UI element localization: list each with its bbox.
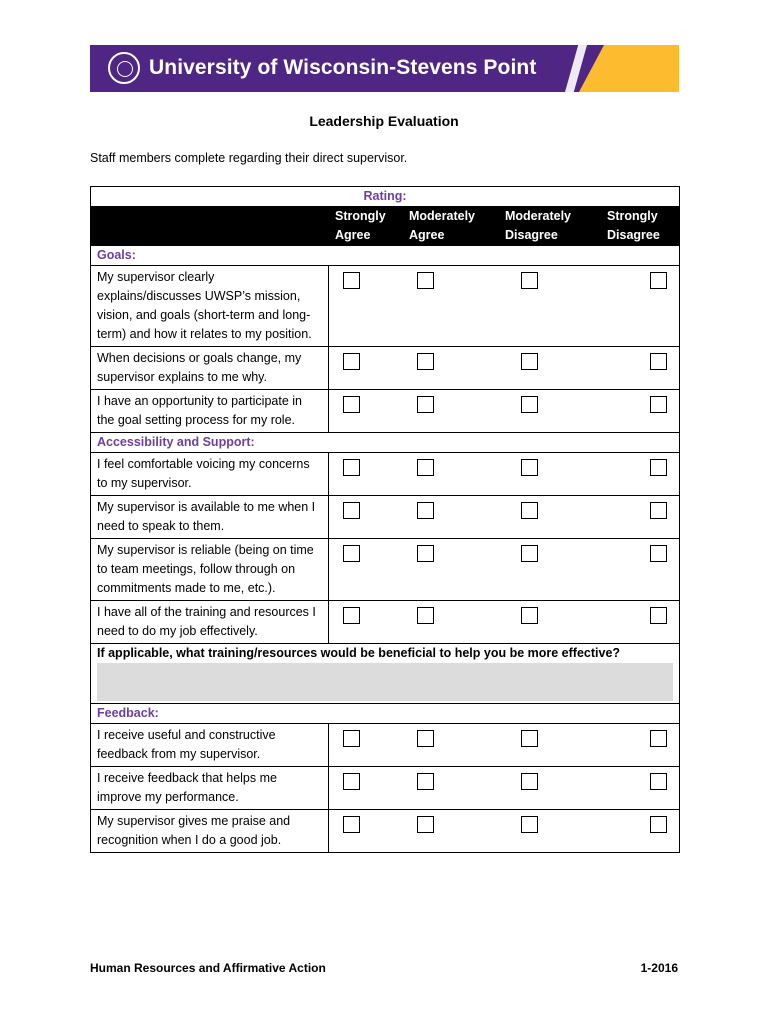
answer-cell-strongly-disagree bbox=[601, 453, 680, 496]
answer-cell-moderately-disagree bbox=[499, 724, 601, 767]
intro-text: Staff members complete regarding their direct supervisor. bbox=[90, 151, 408, 165]
answer-cell-moderately-disagree bbox=[499, 496, 601, 539]
question-row bbox=[91, 266, 680, 347]
section-header bbox=[91, 246, 680, 266]
checkbox-strongly-agree[interactable] bbox=[343, 730, 360, 747]
answer-cell-strongly-agree bbox=[329, 724, 403, 767]
answer-cell-moderately-agree bbox=[403, 347, 499, 390]
answer-cell-strongly-disagree bbox=[601, 266, 680, 347]
answer-cell-moderately-disagree bbox=[499, 266, 601, 347]
section-header bbox=[91, 433, 680, 453]
question-text: I feel comfortable voicing my concerns to my supervisor. bbox=[91, 453, 329, 496]
checkbox-moderately-agree[interactable] bbox=[417, 545, 434, 562]
answer-cell-strongly-agree bbox=[329, 539, 403, 601]
checkbox-strongly-disagree[interactable] bbox=[650, 545, 667, 562]
question-row bbox=[91, 810, 680, 853]
question-text: When decisions or goals change, my supervisor explains to me why. bbox=[91, 347, 329, 390]
checkbox-strongly-disagree[interactable] bbox=[650, 816, 667, 833]
checkbox-moderately-disagree[interactable] bbox=[521, 272, 538, 289]
answer-cell-moderately-disagree bbox=[499, 810, 601, 853]
checkbox-moderately-disagree[interactable] bbox=[521, 459, 538, 476]
answer-cell-moderately-disagree bbox=[499, 601, 601, 644]
answer-cell-strongly-disagree bbox=[601, 767, 680, 810]
answer-cell-strongly-agree bbox=[329, 601, 403, 644]
answer-cell-moderately-agree bbox=[403, 266, 499, 347]
question-row bbox=[91, 347, 680, 390]
header-blank bbox=[91, 207, 329, 246]
evaluation-table-body bbox=[91, 187, 680, 853]
section-header bbox=[91, 704, 680, 724]
answer-cell-strongly-disagree bbox=[601, 496, 680, 539]
question-row bbox=[91, 724, 680, 767]
checkbox-moderately-agree[interactable] bbox=[417, 353, 434, 370]
banner-gold-accent bbox=[579, 45, 679, 92]
answer-cell-moderately-agree bbox=[403, 496, 499, 539]
section-title: Accessibility and Support: bbox=[91, 433, 680, 453]
open-answer-field[interactable] bbox=[97, 663, 673, 701]
answer-cell-moderately-agree bbox=[403, 601, 499, 644]
checkbox-moderately-disagree[interactable] bbox=[521, 607, 538, 624]
answer-cell-moderately-disagree bbox=[499, 347, 601, 390]
checkbox-moderately-disagree[interactable] bbox=[521, 730, 538, 747]
checkbox-strongly-disagree[interactable] bbox=[650, 730, 667, 747]
answer-cell-strongly-agree bbox=[329, 266, 403, 347]
question-text: My supervisor is reliable (being on time to team meetings, follow through on commitments made to me, etc.). bbox=[91, 539, 329, 601]
checkbox-strongly-agree[interactable] bbox=[343, 545, 360, 562]
checkbox-moderately-agree[interactable] bbox=[417, 272, 434, 289]
checkbox-strongly-disagree[interactable] bbox=[650, 773, 667, 790]
column-header-row bbox=[91, 207, 680, 246]
checkbox-strongly-agree[interactable] bbox=[343, 353, 360, 370]
checkbox-moderately-agree[interactable] bbox=[417, 607, 434, 624]
checkbox-moderately-disagree[interactable] bbox=[521, 545, 538, 562]
answer-cell-strongly-disagree bbox=[601, 347, 680, 390]
question-row bbox=[91, 601, 680, 644]
answer-cell-strongly-disagree bbox=[601, 539, 680, 601]
checkbox-strongly-agree[interactable] bbox=[343, 816, 360, 833]
checkbox-strongly-agree[interactable] bbox=[343, 396, 360, 413]
open-question-row bbox=[91, 644, 680, 704]
answer-cell-strongly-agree bbox=[329, 496, 403, 539]
answer-cell-strongly-agree bbox=[329, 767, 403, 810]
answer-cell-moderately-agree bbox=[403, 767, 499, 810]
question-text: I receive feedback that helps me improve my performance. bbox=[91, 767, 329, 810]
question-text: I have an opportunity to participate in the goal setting process for my role. bbox=[91, 390, 329, 433]
checkbox-strongly-disagree[interactable] bbox=[650, 396, 667, 413]
footer-date: 1-2016 bbox=[640, 961, 678, 975]
document-title: Leadership Evaluation bbox=[309, 113, 459, 129]
answer-cell-moderately-disagree bbox=[499, 390, 601, 433]
answer-cell-strongly-agree bbox=[329, 347, 403, 390]
checkbox-strongly-disagree[interactable] bbox=[650, 502, 667, 519]
question-row bbox=[91, 767, 680, 810]
answer-cell-moderately-agree bbox=[403, 390, 499, 433]
university-seal-icon bbox=[108, 52, 140, 84]
open-question-text: If applicable, what training/resources would be beneficial to help you be more effective? bbox=[97, 646, 621, 660]
checkbox-strongly-agree[interactable] bbox=[343, 607, 360, 624]
answer-cell-strongly-agree bbox=[329, 810, 403, 853]
university-banner bbox=[90, 45, 679, 92]
rating-label: Rating: bbox=[91, 187, 680, 207]
checkbox-moderately-agree[interactable] bbox=[417, 773, 434, 790]
col-header-strongly-agree: Strongly Agree bbox=[329, 207, 403, 246]
checkbox-moderately-agree[interactable] bbox=[417, 396, 434, 413]
checkbox-moderately-agree[interactable] bbox=[417, 459, 434, 476]
checkbox-strongly-agree[interactable] bbox=[343, 272, 360, 289]
answer-cell-moderately-agree bbox=[403, 810, 499, 853]
evaluation-table bbox=[90, 186, 680, 853]
answer-cell-moderately-agree bbox=[403, 724, 499, 767]
checkbox-strongly-disagree[interactable] bbox=[650, 272, 667, 289]
answer-cell-moderately-disagree bbox=[499, 453, 601, 496]
checkbox-strongly-disagree[interactable] bbox=[650, 353, 667, 370]
question-text: I receive useful and constructive feedback from my supervisor. bbox=[91, 724, 329, 767]
answer-cell-moderately-agree bbox=[403, 539, 499, 601]
question-text: My supervisor is available to me when I need to speak to them. bbox=[91, 496, 329, 539]
university-name: University of Wisconsin-Stevens Point bbox=[149, 56, 537, 79]
answer-cell-strongly-disagree bbox=[601, 390, 680, 433]
checkbox-moderately-disagree[interactable] bbox=[521, 353, 538, 370]
answer-cell-strongly-agree bbox=[329, 390, 403, 433]
col-header-strongly-disagree: Strongly Disagree bbox=[601, 207, 680, 246]
col-header-moderately-agree: Moderately Agree bbox=[403, 207, 499, 246]
question-row bbox=[91, 496, 680, 539]
checkbox-moderately-disagree[interactable] bbox=[521, 502, 538, 519]
question-row bbox=[91, 390, 680, 433]
checkbox-strongly-agree[interactable] bbox=[343, 502, 360, 519]
section-title: Feedback: bbox=[91, 704, 680, 724]
question-row bbox=[91, 539, 680, 601]
section-title: Goals: bbox=[91, 246, 680, 266]
question-row bbox=[91, 453, 680, 496]
checkbox-moderately-agree[interactable] bbox=[417, 730, 434, 747]
answer-cell-strongly-disagree bbox=[601, 601, 680, 644]
answer-cell-strongly-disagree bbox=[601, 724, 680, 767]
question-text: My supervisor clearly explains/discusses UWSP’s mission, vision, and goals (short-term and long-term) and how it relates to my position. bbox=[91, 266, 329, 347]
open-question-cell bbox=[91, 644, 680, 704]
checkbox-moderately-agree[interactable] bbox=[417, 816, 434, 833]
checkbox-strongly-disagree[interactable] bbox=[650, 459, 667, 476]
checkbox-moderately-disagree[interactable] bbox=[521, 816, 538, 833]
rating-row bbox=[91, 187, 680, 207]
answer-cell-moderately-disagree bbox=[499, 539, 601, 601]
question-text: I have all of the training and resources I need to do my job effectively. bbox=[91, 601, 329, 644]
checkbox-strongly-agree[interactable] bbox=[343, 459, 360, 476]
checkbox-moderately-agree[interactable] bbox=[417, 502, 434, 519]
footer-department: Human Resources and Affirmative Action bbox=[90, 961, 326, 975]
checkbox-moderately-disagree[interactable] bbox=[521, 773, 538, 790]
question-text: My supervisor gives me praise and recognition when I do a good job. bbox=[91, 810, 329, 853]
checkbox-strongly-agree[interactable] bbox=[343, 773, 360, 790]
answer-cell-strongly-disagree bbox=[601, 810, 680, 853]
checkbox-strongly-disagree[interactable] bbox=[650, 607, 667, 624]
col-header-moderately-disagree: Moderately Disagree bbox=[499, 207, 601, 246]
answer-cell-strongly-agree bbox=[329, 453, 403, 496]
answer-cell-moderately-agree bbox=[403, 453, 499, 496]
answer-cell-moderately-disagree bbox=[499, 767, 601, 810]
checkbox-moderately-disagree[interactable] bbox=[521, 396, 538, 413]
